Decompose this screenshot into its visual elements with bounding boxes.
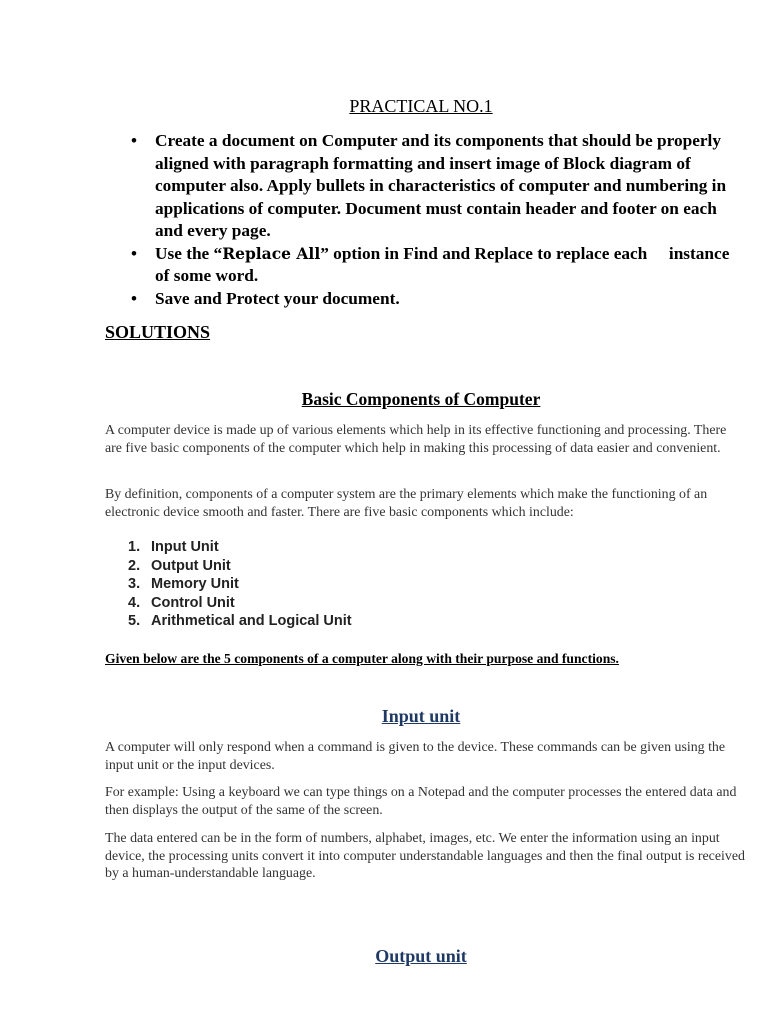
task-text: Create a document on Computer and its components that should be properly aligned with paragraph formatting and insert image of Block diagram of computer also. Apply bullets in characteristics of computer and numbering in applications of computer. Document must contain header and footer on each and every page.	[155, 131, 731, 240]
solutions-heading: SOLUTIONS	[105, 322, 211, 342]
basic-components-heading: Basic Components of Computer	[301, 389, 541, 409]
list-label: Input Unit	[151, 539, 219, 555]
list-label: Control Unit	[151, 594, 235, 611]
output-unit-heading: Output unit	[375, 946, 467, 966]
task-item	[105, 288, 745, 311]
task-text: Use the “	[155, 243, 223, 263]
task-quoted-option: Replace All	[222, 243, 321, 263]
list-label: Memory Unit	[151, 576, 239, 593]
input-unit-example: For example: Using a keyboard we can type things on a Notepad and the computer processes the entered data and then displays the output of the same of the screen.	[105, 785, 737, 818]
task-list	[105, 130, 745, 310]
list-item	[105, 538, 352, 557]
input-unit-paragraph: A computer will only respond when a command is given to the device. These commands can be given using the input unit or the input devices.	[105, 740, 726, 773]
list-number: 5.	[128, 613, 141, 630]
components-list	[105, 538, 352, 631]
list-number: 1.	[128, 539, 141, 555]
task-text: ” option in Find and Replace to replace each instance of some word.	[155, 243, 734, 285]
input-unit-heading: Input unit	[381, 706, 461, 726]
intro-paragraph: A computer device is made up of various elements which help in its effective functioning and processing. There are five basic components of the computer which help in making this processing of data easier and convenient.	[105, 423, 727, 456]
task-item	[105, 243, 745, 288]
list-item	[105, 575, 352, 594]
given-below-note: Given below are the 5 components of a computer along with their purpose and functions.	[105, 651, 619, 666]
list-label: Arithmetical and Logical Unit	[151, 613, 352, 630]
list-number: 3.	[128, 576, 141, 593]
definition-paragraph: By definition, components of a computer system are the primary elements which make the functioning of an electronic device smooth and faster. There are five basic components which include:	[105, 487, 708, 520]
page-title: PRACTICAL NO.1	[349, 96, 493, 116]
list-number: 2.	[128, 557, 141, 574]
input-unit-details: The data entered can be in the form of numbers, alphabet, images, etc. We enter the information using an input device, the processing units convert it into computer understandable languages and then the final output is received by a human-understandable language.	[105, 831, 745, 882]
task-item	[105, 130, 745, 243]
list-item	[105, 612, 352, 631]
list-item	[105, 594, 352, 613]
list-label: Output Unit	[151, 557, 231, 574]
list-number: 4.	[128, 594, 141, 611]
task-text: Save and Protect your document.	[155, 288, 400, 308]
list-item	[105, 557, 352, 576]
